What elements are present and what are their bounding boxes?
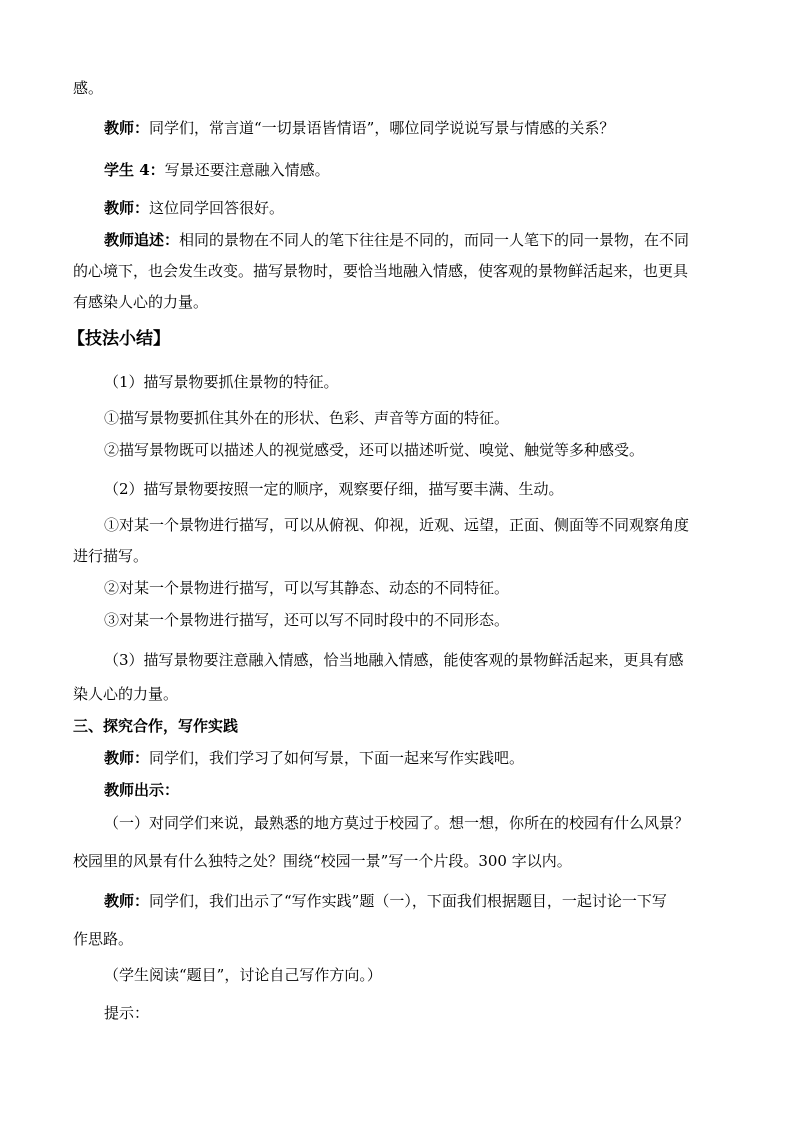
body-text: 写景还要注意融入情感。: [164, 161, 330, 179]
paragraph-line: [73, 929, 133, 949]
paragraph-line: [73, 261, 688, 281]
paragraph-line: [104, 118, 614, 138]
paragraph-line: [73, 684, 178, 704]
paragraph-line: [104, 479, 564, 499]
body-text: 提示：: [104, 1004, 150, 1022]
paragraph-line: [104, 408, 509, 428]
body-text: ②对某一个景物进行描写，可以写其静态、动态的不同特征。: [104, 579, 510, 597]
paragraph-line: [73, 292, 208, 312]
body-text: 同学们，我们出示了“写作实践”题（一），下面我们根据题目，一起讨论一下写: [149, 892, 667, 910]
body-text: （2）描写景物要按照一定的顺序，观察要仔细，描写要丰满、生动。: [104, 480, 564, 498]
paragraph-line: [104, 748, 524, 768]
speaker-label: 教师：: [104, 199, 150, 217]
body-text: 相同的景物在不同人的笔下往往是不同的，而同一人笔下的同一景物，在不同: [179, 231, 690, 249]
speaker-label: 教师追述：: [104, 231, 180, 249]
paragraph-line: [104, 230, 689, 250]
body-text: 感。: [73, 79, 104, 97]
body-text: 作思路。: [73, 930, 134, 948]
body-text: 这位同学回答很好。: [149, 199, 285, 217]
paragraph-line: [73, 851, 572, 871]
paragraph-line: [104, 515, 689, 535]
paragraph-line: [73, 78, 103, 98]
paragraph-line: [73, 546, 148, 566]
speaker-label: 教师：: [104, 892, 150, 910]
speaker-label: 教师：: [104, 119, 150, 137]
body-text: （学生阅读“题目”，讨论自己写作方向。）: [104, 966, 382, 984]
speaker-label: 教师出示：: [104, 781, 180, 799]
paragraph-line: [104, 650, 684, 670]
paragraph-line: [104, 891, 667, 911]
body-text: 进行描写。: [73, 547, 149, 565]
section-heading: 【技法小结】: [68, 329, 170, 349]
paragraph-line: [104, 440, 644, 460]
body-text: （3）描写景物要注意融入情感，恰当地融入情感，能使客观的景物鲜活起来，更具有感: [104, 651, 684, 669]
paragraph-line: [104, 578, 509, 598]
body-text: ①描写景物要抓住其外在的形状、色彩、声音等方面的特征。: [104, 409, 510, 427]
body-text: ③对某一个景物进行描写，还可以写不同时段中的不同形态。: [104, 611, 510, 629]
body-text: ②描写景物既可以描述人的视觉感受，还可以描述听觉、嗅觉、触觉等多种感受。: [104, 441, 645, 459]
paragraph-line: [104, 610, 509, 630]
paragraph-line: [104, 780, 179, 800]
paragraph-line: [104, 160, 330, 180]
body-text: 同学们，我们学习了如何写景，下面一起来写作实践吧。: [149, 749, 525, 767]
paragraph-line: [104, 813, 689, 833]
body-text: 染人心的力量。: [73, 685, 179, 703]
paragraph-line: [104, 1003, 149, 1023]
paragraph-line: [104, 372, 339, 392]
body-text: （1）描写景物要抓住景物的特征。: [104, 373, 339, 391]
paragraph-line: [104, 198, 284, 218]
speaker-label: 教师：: [104, 749, 150, 767]
speaker-label: 学生 4：: [104, 161, 165, 179]
body-text: 同学们，常言道“一切景语皆情语”，哪位同学说说写景与情感的关系？: [149, 119, 615, 137]
body-text: 校园里的风景有什么独特之处？围绕“校园一景”写一个片段。300 字以内。: [73, 852, 572, 870]
paragraph-line: [104, 965, 382, 985]
body-text: （一）对同学们来说，最熟悉的地方莫过于校园了。想一想，你所在的校园有什么风景？: [104, 814, 690, 832]
body-text: 有感染人心的力量。: [73, 293, 209, 311]
body-text: 的心境下，也会发生改变。描写景物时，要恰当地融入情感，使客观的景物鲜活起来，也更具: [73, 262, 689, 280]
body-text: ①对某一个景物进行描写，可以从俯视、仰视，近观、远望，正面、侧面等不同观察角度: [104, 516, 690, 534]
section-title: 三、探究合作，写作实践: [73, 717, 239, 735]
